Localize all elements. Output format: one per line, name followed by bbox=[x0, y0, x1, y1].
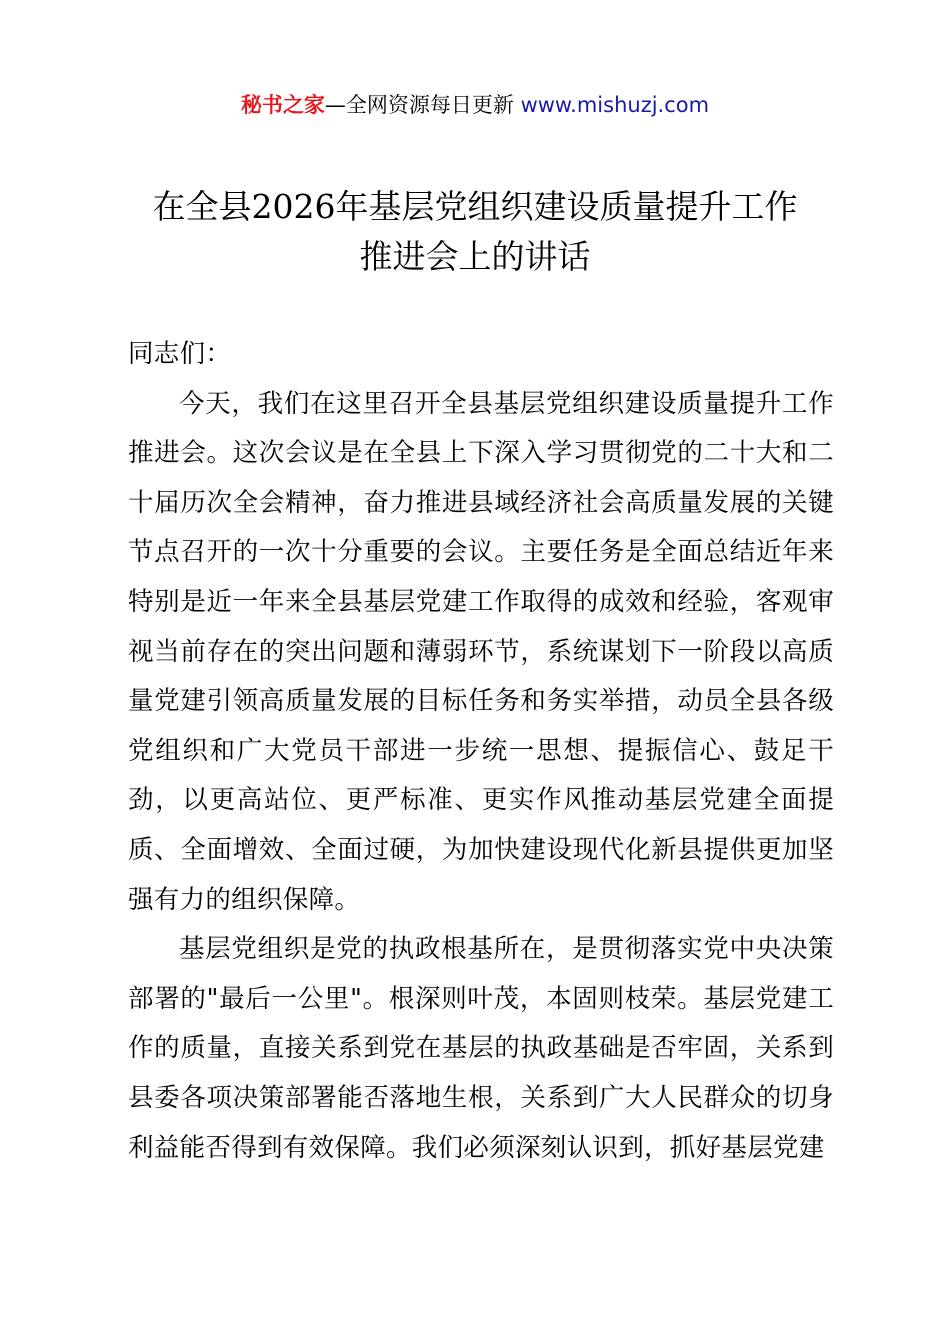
site-brand: 秘书之家 bbox=[240, 93, 325, 117]
site-header bbox=[0, 88, 950, 122]
site-url-link[interactable]: www.mishuzj.com bbox=[520, 93, 710, 117]
body-paragraph-1: 今天，我们在这里召开全县基层党组织建设质量提升工作推进会。这次会议是在全县上下深入学习贯彻党的二十大和二十届历次全会精神，奋力推进县域经济社会高质量发展的关键节点召开的一次十分重要的会议。主要任务是全面总结近年来特别是近一年来全县基层党建工作取得的成效和经验，客观审视当前存在的突出问题和薄弱环节，系统谋划下一阶段以高质量党建引领高质量发展的目标任务和务实举措，动员全县各级党组织和广大党员干部进一步统一思想、提振信心、鼓足干劲，以更高站位、更严标准、更实作风推动基层党建全面提质、全面增效、全面过硬，为加快建设现代化新县提供更加坚强有力的组织保障。 bbox=[128, 388, 834, 915]
body-paragraph-2: 基层党组织是党的执政根基所在，是贯彻落实党中央决策部署的"最后一公里"。根深则叶茂，本固则枝荣。基层党建工作的质量，直接关系到党在基层的执政基础是否牢固，关系到县委各项决策部署能否落地生根，关系到广大人民群众的切身利益能否得到有效保障。我们必须深刻认识到，抓好基层党建 bbox=[128, 934, 834, 1163]
site-tagline: —全网资源每日更新 bbox=[324, 93, 521, 117]
title-line-1: 在全县2026年基层党组织建设质量提升工作 bbox=[152, 187, 798, 226]
document-title bbox=[0, 182, 950, 282]
document-body bbox=[128, 330, 834, 1173]
salutation: 同志们： bbox=[128, 339, 232, 369]
title-line-2: 推进会上的讲话 bbox=[359, 237, 591, 276]
